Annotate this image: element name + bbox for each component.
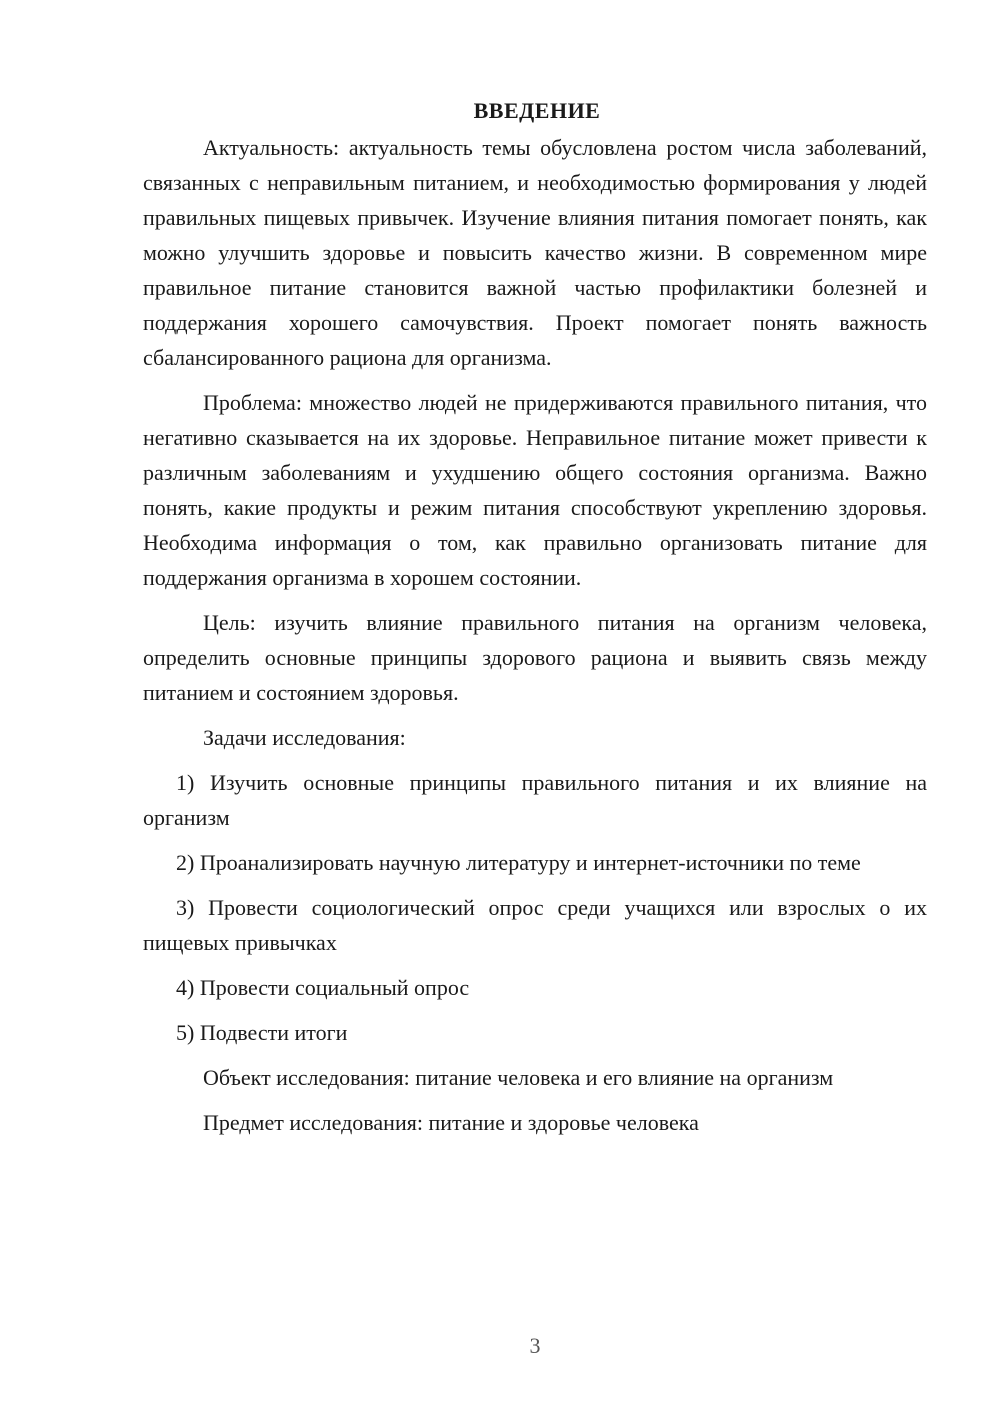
- research-subject: Предмет исследования: питание и здоровье человека: [203, 1110, 699, 1135]
- task-item: 4) Провести социальный опрос: [176, 975, 470, 1000]
- goal-paragraph: Цель: изучить влияние правильного питания на организм человека, определить основные принципы здорового рациона и выявить связь между питанием и состоянием здоровья.: [143, 610, 927, 705]
- section-heading: ВВЕДЕНИЕ: [473, 98, 601, 123]
- problem-paragraph: Проблема: множество людей не придерживаются правильного питания, что негативно сказывается на их здоровье. Неправильное питание может привести к различным заболеваниям и ухудшению общего состояния организма. Важно понять, какие продукты и режим питания способствуют укреплению здоровья. Необходима информация о том, как правильно организовать питание для поддержания организма в хорошем состоянии.: [143, 390, 927, 590]
- task-item: 3) Провести социологический опрос среди учащихся или взрослых о их пищевых привычках: [143, 895, 927, 955]
- tasks-list: [143, 765, 927, 1050]
- task-item: 5) Подвести итоги: [176, 1020, 348, 1045]
- tasks-label: Задачи исследования:: [203, 725, 406, 750]
- page-number: 3: [529, 1333, 541, 1358]
- task-item: 2) Проанализировать научную литературу и интернет-источники по теме: [176, 850, 861, 875]
- task-item: 1) Изучить основные принципы правильного питания и их влияние на организм: [143, 770, 927, 830]
- research-object: Объект исследования: питание человека и его влияние на организм: [203, 1065, 834, 1090]
- relevance-paragraph: Актуальность: актуальность темы обусловлена ростом числа заболеваний, связанных с неправильным питанием, и необходимостью формирования у людей правильных пищевых привычек. Изучение влияния питания помогает понять, как можно улучшить здоровье и повысить качество жизни. В современном мире правильное питание становится важной частью профилактики болезней и поддержания хорошего самочувствия. Проект помогает понять важность сбалансированного рациона для организма.: [143, 135, 927, 370]
- page-content: [143, 96, 927, 1150]
